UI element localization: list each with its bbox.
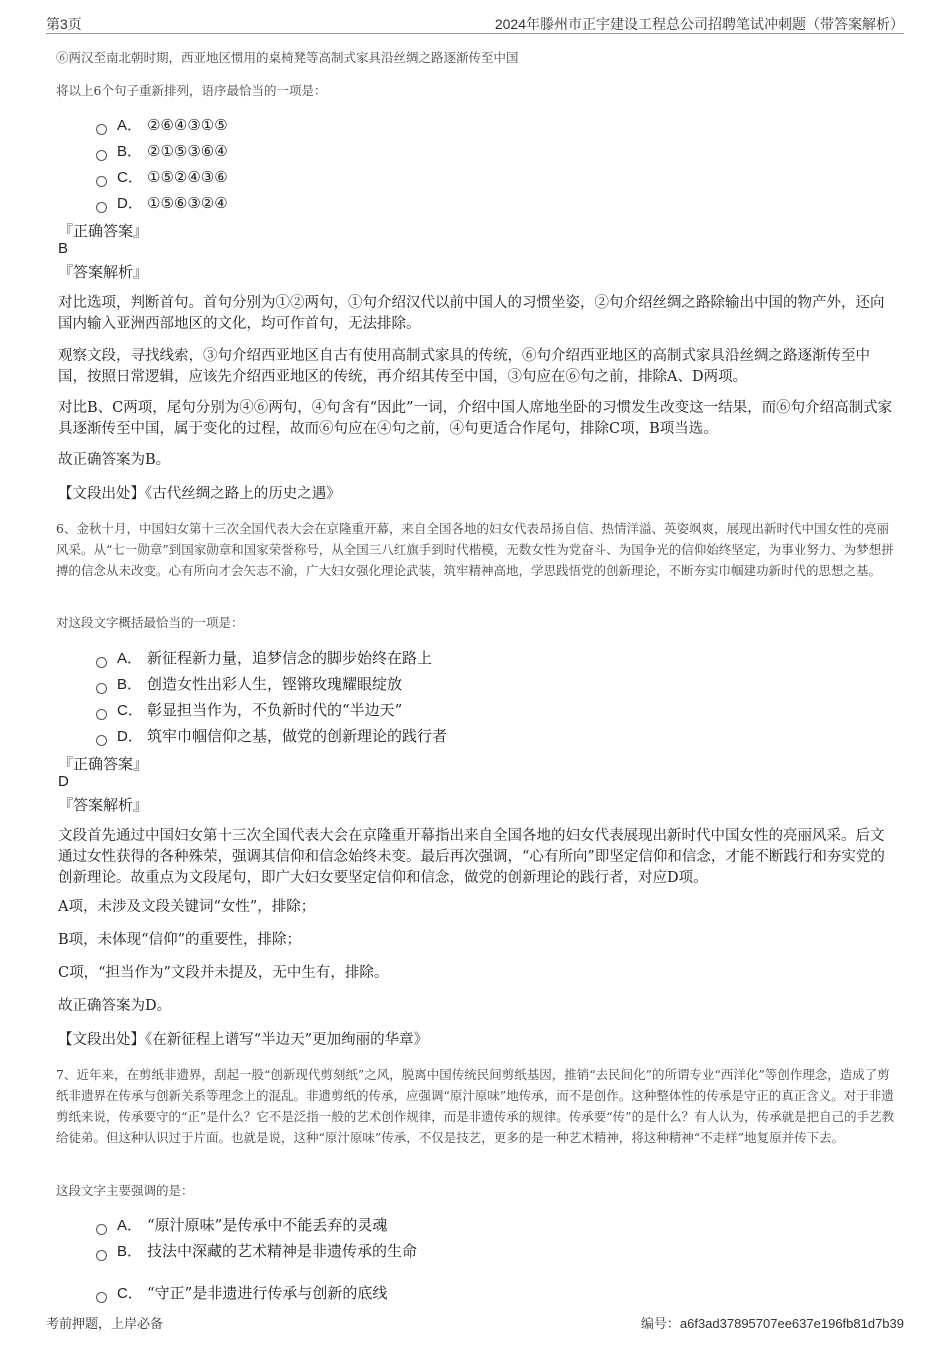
q6-option-d[interactable]: D． 筑牢巾帼信仰之基，做党的创新理论的践行者	[96, 725, 447, 747]
q6-analysis-item: A项，未涉及文段关键词“女性”，排除；	[58, 899, 316, 915]
radio-icon[interactable]	[96, 735, 107, 746]
q5-answer-label: 『正确答案』	[58, 222, 149, 240]
radio-icon[interactable]	[96, 176, 107, 187]
q5-analysis-paragraph: 观察文段，寻找线索，③句介绍西亚地区自古有使用高制式家具的传统，⑥句介绍西亚地区的高制式家具沿丝绸之路逐渐传至中国，按照日常逻辑，应该先介绍西亚地区的传统，再介绍其传至中国，③句应在⑥句之前，排除A、D两项。	[58, 348, 870, 385]
radio-icon[interactable]	[96, 150, 107, 161]
q5-option-c[interactable]: C． ①⑤②④③⑥	[96, 166, 228, 188]
q7-stem: 7、近年来，在剪纸非遗界，刮起一股“创新现代剪刻纸”之风，脱离中国传统民间剪纸基因，推销“去民间化”的所谓专业“西洋化”等创作理念，造成了剪纸非遗界在传承与创新关系等理念上的混乱。非遗剪纸的传承，应强调“原汁原味”地传承，而不是创作。这种整体性的传承是守正的真正含义。对于非遗剪纸来说，传承要守的“正”是什么？它不是泛指一般的艺术创作规律，而是非遗传承的规律。传承要“传”的是什么？有人认为，传承就是把自己的手艺教给徒弟。但这种认识过于片面。也就是说，这种“原汁原味”传承，不仅是技艺，更多的是一种艺术精神，将这种精神“不走样”地复原并传下去。	[56, 1067, 895, 1145]
q6-analysis-label: 『答案解析』	[58, 796, 149, 814]
q6-analysis-item: C项，“担当作为”文段并未提及，无中生有，排除。	[58, 965, 389, 981]
radio-icon[interactable]	[96, 1250, 107, 1261]
q6-option-b[interactable]: B． 创造女性出彩人生，铿锵玫瑰耀眼绽放	[96, 673, 402, 695]
q5-option-d[interactable]: D． ①⑤⑥③②④	[96, 192, 228, 214]
q6-analysis-item: B项，未体现“信仰”的重要性，排除；	[58, 932, 301, 948]
q5-sentence-6: ⑥两汉至南北朝时期，西亚地区惯用的桌椅凳等高制式家具沿丝绸之路逐渐传至中国	[56, 50, 519, 65]
document-code-label: 编号：	[640, 1316, 680, 1331]
q5-conclusion: 故正确答案为B。	[58, 452, 171, 468]
radio-icon[interactable]	[96, 202, 107, 213]
q5-option-b[interactable]: B． ②①⑤③⑥④	[96, 140, 228, 162]
q5-prompt: 将以上6个句子重新排列，语序最恰当的一项是：	[56, 83, 327, 98]
q6-stem: 6、金秋十月，中国妇女第十三次全国代表大会在京隆重开幕，来自全国各地的妇女代表昂扬自信、热情洋溢、英姿飒爽，展现出新时代中国女性的亮丽风采。从“七一勋章”到国家勋章和国家荣誉称号，从全国三八红旗手到时代楷模，无数女性为党奋斗、为国争光的信仰始终坚定，为事业努力、为梦想拼搏的信念从未改变。心有所向才会矢志不渝，广大妇女强化理论武装，筑牢精神高地，学思践悟党的创新理论，不断夯实巾帼建功新时代的思想之基。	[56, 521, 894, 578]
q6-source: 【文段出处】《在新征程上谱写“半边天”更加绚丽的华章》	[58, 1032, 429, 1048]
radio-icon[interactable]	[96, 1292, 107, 1303]
radio-icon[interactable]	[96, 657, 107, 668]
q6-analysis-paragraph: 文段首先通过中国妇女第十三次全国代表大会在京隆重开幕指出来自全国各地的妇女代表展现出新时代中国女性的亮丽风采。后文通过女性获得的各种殊荣，强调其信仰和信念始终未变。最后再次强调，“心有所向”即坚定信仰和信念，才能不断践行和夯实党的创新理论。故重点为文段尾句，即广大妇女要坚定信仰和信念，做党的创新理论的践行者，对应D项。	[58, 828, 885, 886]
q5-answer: B	[58, 240, 69, 257]
document-code	[641, 1313, 904, 1332]
radio-icon[interactable]	[96, 683, 107, 694]
q5-analysis-label: 『答案解析』	[58, 263, 149, 281]
q7-option-b[interactable]: B． 技法中深藏的艺术精神是非遗传承的生命	[96, 1240, 417, 1262]
q6-option-c[interactable]: C． 彰显担当作为，不负新时代的“半边天”	[96, 699, 402, 721]
q6-prompt: 对这段文字概括最恰当的一项是：	[56, 615, 244, 630]
document-code-value: a6f3ad37895707ee637e196fb81d7b39	[679, 1316, 904, 1331]
q6-answer-label: 『正确答案』	[58, 755, 149, 773]
q7-option-c[interactable]: C． “守正”是非遗进行传承与创新的底线	[96, 1282, 387, 1304]
q6-answer: D	[58, 773, 69, 790]
q7-prompt: 这段文字主要强调的是：	[56, 1183, 194, 1198]
radio-icon[interactable]	[96, 1224, 107, 1235]
radio-icon[interactable]	[96, 124, 107, 135]
q5-source: 【文段出处】《古代丝绸之路上的历史之遇》	[58, 486, 341, 502]
radio-icon[interactable]	[96, 709, 107, 720]
q7-option-a[interactable]: A． “原汁原味”是传承中不能丢弃的灵魂	[96, 1214, 387, 1236]
q6-option-a[interactable]: A． 新征程新力量，追梦信念的脚步始终在路上	[96, 647, 432, 669]
q5-analysis-paragraph: 对比选项，判断首句。首句分别为①②两句，①句介绍汉代以前中国人的习惯坐姿，②句介绍丝绸之路除输出中国的物产外，还向国内输入亚洲西部地区的文化，均可作首句，无法排除。	[58, 295, 885, 332]
q6-conclusion: 故正确答案为D。	[58, 998, 172, 1014]
q5-analysis-paragraph: 对比B、C两项，尾句分别为④⑥两句，④句含有“因此”一词，介绍中国人席地坐卧的习惯发生改变这一结果，而⑥句介绍高制式家具逐渐传至中国，属于变化的过程，故而⑥句应在④句之前，④句更适合作尾句，排除C项，B项当选。	[58, 400, 893, 437]
document-title: 2024年滕州市正宇建设工程总公司招聘笔试冲刺题（带答案解析）	[494, 16, 904, 32]
q5-option-a[interactable]: A． ②⑥④③①⑤	[96, 114, 228, 136]
footer-slogan: 考前押题，上岸必备	[46, 1316, 164, 1331]
header-divider	[46, 33, 904, 34]
page-number: 第3页	[46, 16, 82, 32]
